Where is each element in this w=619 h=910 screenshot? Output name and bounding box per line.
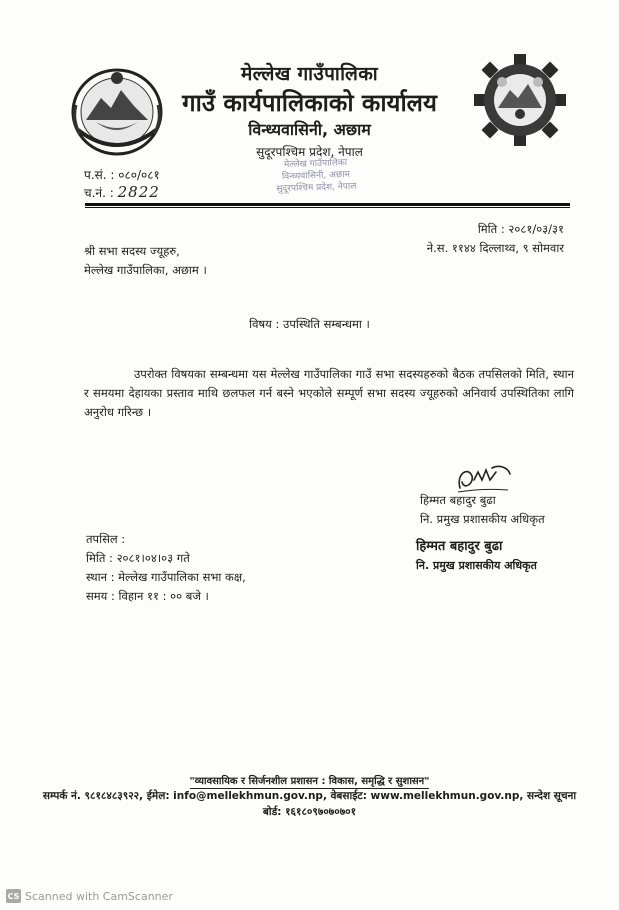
scanner-watermark (6, 889, 173, 903)
stamp-line2: विन्ध्यवासिनी, अछाम (281, 169, 351, 183)
office-name-line2: गाउँ कार्यपालिकाको कार्यालय (182, 89, 437, 117)
schedule-place: स्थान : मेल्लेख गाउँपालिका सभा कक्ष, (86, 570, 246, 584)
office-stamp (261, 156, 370, 198)
slogan-text: "व्यावसायिक र सिर्जनशील प्रशासन : विकास, समृद्धि र सुशासन" (189, 776, 430, 787)
signatory-block (420, 491, 545, 529)
schedule-time: समय : विहान ११ : ०० बजे । (86, 589, 209, 603)
schedule-block (86, 530, 246, 606)
reference-cn (84, 183, 160, 201)
footer-contact: सम्पर्क नं. ९८१८४८३९२२, ईमेल: info@mellekhmun.gov.np, वेबसाईट: www.mellekhmun.gov.np, सन्देश सूचना (42, 790, 577, 802)
addressee-line2: मेल्लेख गाउँपालिका, अछाम । (84, 263, 207, 277)
office-location: विन्ध्यवासिनी, अछाम (248, 120, 371, 139)
cn-label: च.नं. : (84, 186, 114, 200)
office-name-line1: मेल्लेख गाउँपालिका (240, 63, 379, 85)
office-province: सुदूरपश्चिम प्रदेश, नेपाल (256, 145, 363, 159)
signatory-stamp-title: नि. प्रमुख प्रशासकीय अधिकृत (416, 559, 537, 572)
header-divider-thin (85, 207, 570, 208)
reference-ps (84, 166, 160, 183)
signatory-stamp (416, 536, 537, 573)
addressee (84, 242, 207, 280)
date-miti: मिति : २०८१/०३/३१ (477, 222, 564, 236)
stamp-line3: सुदूरपश्चिम प्रदेश, नेपाल (276, 181, 357, 195)
stamp-line1: मेल्लेख गाउँपालिका (283, 157, 348, 171)
body-paragraph: उपरोक्त विषयका सम्बन्धमा यस मेल्लेख गाउँपालिका गाउँ सभा सदस्यहरुको बैठक तपसिलको मिति, स्थान र समयमा देहायका प्रस्ताव माथि छलफल गर्न बस्ने भएकोले सम्पूर्ण सभा सदस्य ज्यूहरुको अनिवार्य उपस्थितिका लागि अनुरोध गरिन्छ । (84, 367, 574, 419)
addressee-line1: श्री सभा सदस्य ज्यूहरु, (84, 244, 180, 258)
ps-value: ०८०/०८१ (118, 168, 160, 182)
subject-line: विषय : उपस्थिति सम्बन्धमा । (249, 317, 370, 331)
schedule-date: मिति : २०८१।०४।०३ गते (86, 551, 190, 565)
date-block (427, 220, 564, 258)
date-nepal-sambat: ने.स. ११४४ दिल्लाथ्व, ९ सोमवार (426, 241, 564, 255)
schedule-heading: तपसिल : (86, 532, 126, 546)
signatory-stamp-name: हिम्मत बहादुर बुढा (416, 539, 503, 554)
header-divider (85, 203, 570, 206)
cn-value: 2822 (117, 183, 160, 201)
signatory-name: हिम्मत बहादुर बुढा (420, 493, 496, 507)
footer-board: बोर्ड: १६१८०९७०७०७०१ (262, 806, 357, 818)
camscanner-icon: CS (6, 889, 21, 903)
ps-label: प.सं. : (84, 168, 115, 182)
signatory-title: नि. प्रमुख प्रशासकीय अधिकृत (420, 512, 545, 526)
scanner-text: Scanned with CamScanner (25, 889, 173, 903)
footer-slogan (0, 773, 619, 787)
